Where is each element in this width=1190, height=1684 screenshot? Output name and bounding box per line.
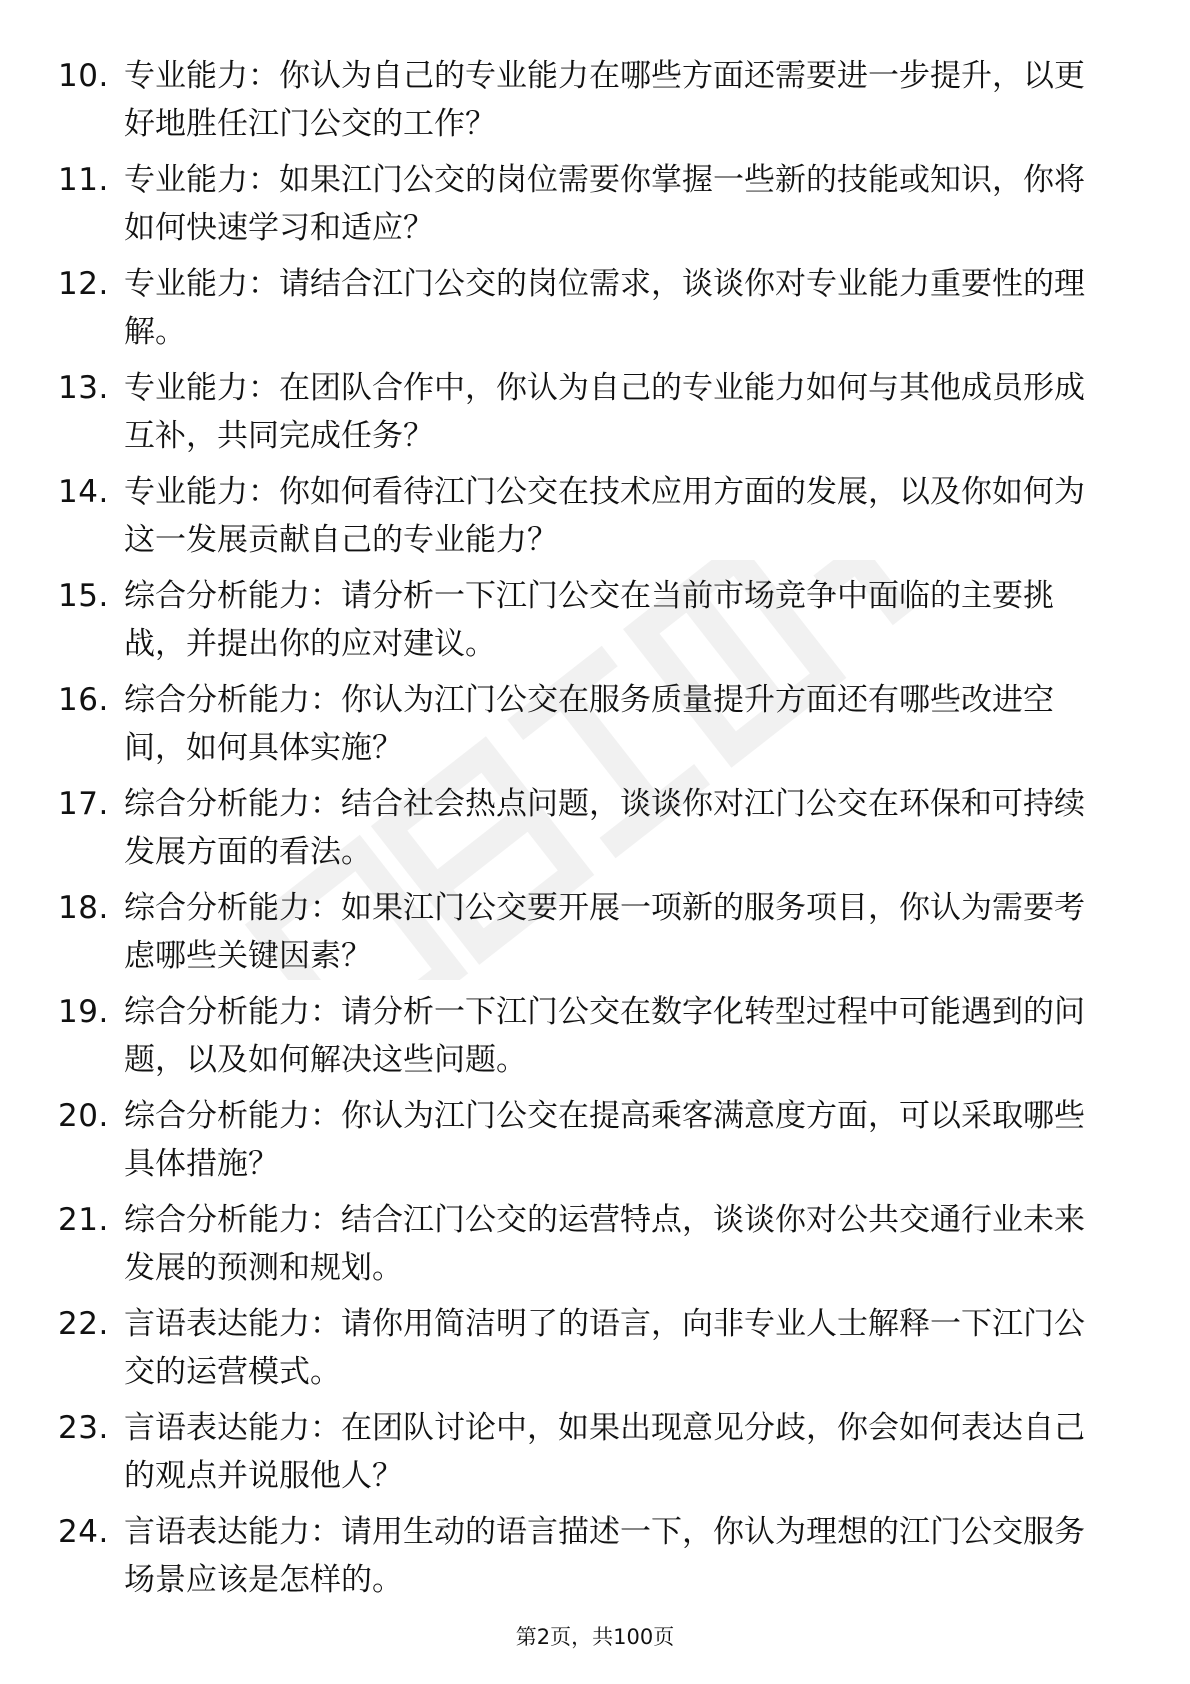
question-item	[0, 674, 1190, 778]
question-text: 综合分析能力：请分析一下江门公交在当前市场竞争中面临的主要挑战，并提出你的应对建议。	[124, 578, 1054, 662]
question-number: 15.	[58, 578, 109, 614]
question-number: 12.	[58, 266, 109, 302]
question-item	[0, 882, 1190, 986]
question-item	[0, 1506, 1190, 1610]
question-text: 专业能力：你认为自己的专业能力在哪些方面还需要进一步提升，以更好地胜任江门公交的工作？	[124, 58, 1085, 142]
question-number: 23.	[58, 1410, 109, 1446]
question-text: 综合分析能力：你认为江门公交在服务质量提升方面还有哪些改进空间，如何具体实施？	[124, 682, 1054, 766]
question-text: 专业能力：请结合江门公交的岗位需求，谈谈你对专业能力重要性的理解。	[124, 266, 1085, 350]
question-text: 专业能力：在团队合作中，你认为自己的专业能力如何与其他成员形成互补，共同完成任务？	[124, 370, 1085, 454]
question-text: 综合分析能力：结合社会热点问题，谈谈你对江门公交在环保和可持续发展方面的看法。	[124, 786, 1085, 870]
question-item	[0, 778, 1190, 882]
question-list	[0, 50, 1190, 1610]
question-item	[0, 258, 1190, 362]
question-item	[0, 1402, 1190, 1506]
question-item	[0, 1194, 1190, 1298]
question-item	[0, 986, 1190, 1090]
question-text: 言语表达能力：请你用简洁明了的语言，向非专业人士解释一下江门公交的运营模式。	[124, 1306, 1085, 1390]
question-number: 16.	[58, 682, 109, 718]
question-number: 19.	[58, 994, 109, 1030]
question-number: 18.	[58, 890, 109, 926]
question-number: 11.	[58, 162, 109, 198]
question-item	[0, 362, 1190, 466]
question-text: 言语表达能力：请用生动的语言描述一下，你认为理想的江门公交服务场景应该是怎样的。	[124, 1514, 1085, 1598]
question-text: 言语表达能力：在团队讨论中，如果出现意见分歧，你会如何表达自己的观点并说服他人？	[124, 1410, 1085, 1494]
question-number: 14.	[58, 474, 109, 510]
question-item	[0, 154, 1190, 258]
question-text: 综合分析能力：你认为江门公交在提高乘客满意度方面，可以采取哪些具体措施？	[124, 1098, 1085, 1182]
question-number: 21.	[58, 1202, 109, 1238]
question-text: 综合分析能力：结合江门公交的运营特点，谈谈你对公共交通行业未来发展的预测和规划。	[124, 1202, 1085, 1286]
question-number: 20.	[58, 1098, 109, 1134]
question-text: 专业能力：如果江门公交的岗位需要你掌握一些新的技能或知识，你将如何快速学习和适应？	[124, 162, 1085, 246]
question-item	[0, 1090, 1190, 1194]
page-footer: 第2页，共100页	[515, 1625, 675, 1649]
question-number: 10.	[58, 58, 109, 94]
question-number: 13.	[58, 370, 109, 406]
question-item	[0, 466, 1190, 570]
question-item	[0, 1298, 1190, 1402]
question-number: 24.	[58, 1514, 109, 1550]
question-number: 17.	[58, 786, 109, 822]
question-item	[0, 570, 1190, 674]
question-text: 综合分析能力：如果江门公交要开展一项新的服务项目，你认为需要考虑哪些关键因素？	[124, 890, 1085, 974]
question-item	[0, 50, 1190, 154]
question-text: 综合分析能力：请分析一下江门公交在数字化转型过程中可能遇到的问题，以及如何解决这些问题。	[124, 994, 1085, 1078]
question-text: 专业能力：你如何看待江门公交在技术应用方面的发展，以及你如何为这一发展贡献自己的专业能力？	[124, 474, 1085, 558]
question-number: 22.	[58, 1306, 109, 1342]
